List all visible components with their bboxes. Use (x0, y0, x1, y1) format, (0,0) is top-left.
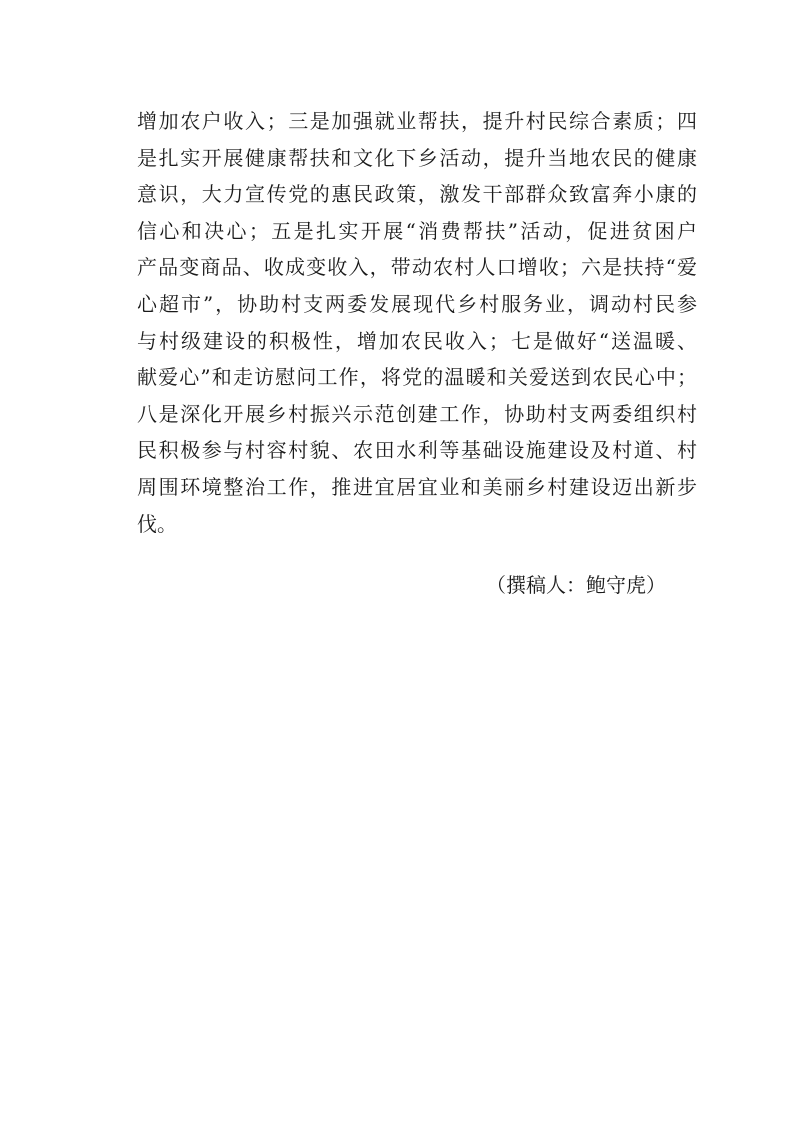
author-signature: （撰稿人：鲍守虎） (486, 573, 666, 597)
paragraph-line: 产品变商品、收成变收入，带动农村人口增收；六是扶持“爱 (137, 255, 697, 280)
paragraph-line: 伐。 (137, 511, 177, 536)
paragraph-line: 是扎实开展健康帮扶和文化下乡活动，提升当地农民的健康 (137, 145, 697, 170)
paragraph-line: 八是深化开展乡村振兴示范创建工作，协助村支两委组织村 (137, 401, 697, 426)
paragraph-line: 民积极参与村容村貌、农田水利等基础设施建设及村道、村 (137, 438, 697, 463)
paragraph-line: 信心和决心；五是扎实开展“消费帮扶”活动，促进贫困户 (137, 218, 697, 243)
paragraph-line: 与村级建设的积极性，增加农民收入；七是做好“送温暖、 (137, 328, 697, 353)
paragraph-line: 周围环境整治工作，推进宜居宜业和美丽乡村建设迈出新步 (137, 474, 697, 499)
paragraph-line: 增加农户收入；三是加强就业帮扶，提升村民综合素质；四 (137, 109, 697, 133)
paragraph-line: 心超市”，协助村支两委发展现代乡村服务业，调动村民参 (137, 291, 697, 316)
paragraph-line: 意识，大力宣传党的惠民政策，激发干部群众致富奔小康的 (137, 182, 697, 207)
body-paragraph (137, 103, 697, 542)
paragraph-line: 献爱心”和走访慰问工作，将党的温暖和关爱送到农民心中； (137, 365, 697, 390)
